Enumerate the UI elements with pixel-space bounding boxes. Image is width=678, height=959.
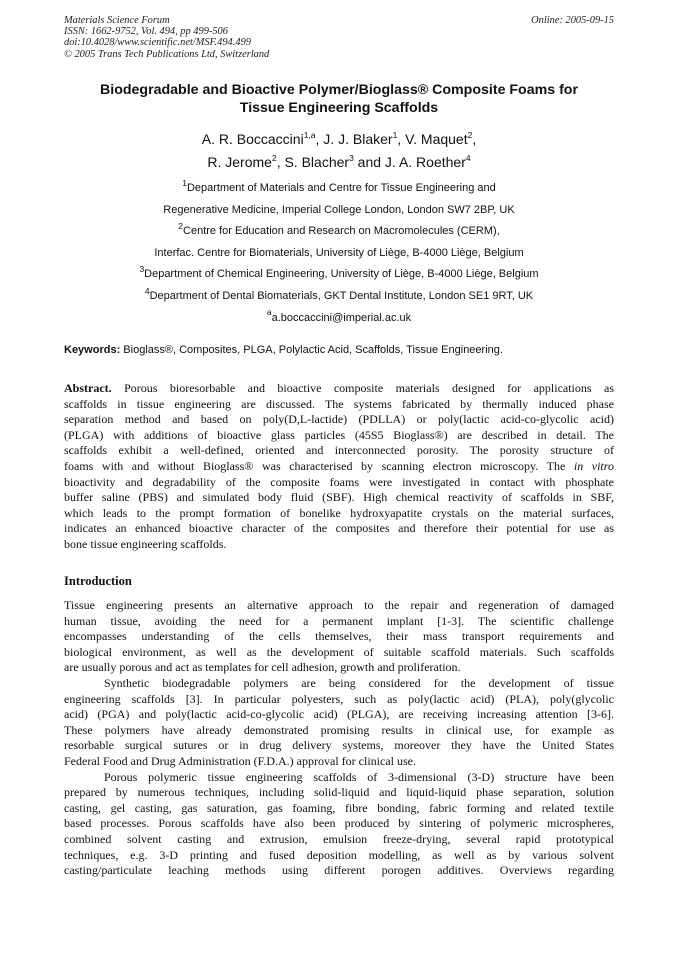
intro-line: human tissue, avoiding the need for a permanent implant [1-3]. The scientific challenge (64, 613, 614, 628)
author-name: , V. Maquet (397, 131, 468, 147)
title-line: Tissue Engineering Scaffolds (239, 100, 439, 116)
abstract-text: Porous bioresorbable and bioactive composite materials designed for applications as (111, 381, 614, 395)
abstract (64, 381, 614, 553)
keywords (64, 343, 614, 358)
affiliation-text: Department of Chemical Engineering, University of Liège, B-4000 Liège, Belgium (144, 268, 539, 281)
affiliation-line (40, 264, 638, 286)
author-line (40, 151, 638, 174)
issn-line: ISSN: 1662-9752, Vol. 494, pp 499-506 (64, 26, 228, 38)
affiliation-sup: 2 (178, 221, 184, 232)
title-line: Biodegradable and Bioactive Polymer/Bioglass® Composite Foams for (100, 82, 578, 98)
abstract-label: Abstract. (64, 381, 112, 395)
author-affil-sup: 3 (349, 152, 354, 163)
abstract-line: bone tissue engineering scaffolds. (64, 536, 227, 551)
doi-line: doi:10.4028/www.scientific.net/MSF.494.499 (64, 37, 251, 49)
affiliation-line (40, 221, 638, 243)
journal-name: Materials Science Forum (64, 15, 170, 26)
abstract-line: separation method and based on poly(D,L-lactide) (PDLLA) or poly(lactic acid-co-glycolic acid) (64, 412, 614, 427)
intro-line: resorbable surgical sutures or in drug delivery systems, moreover they have the United States (64, 738, 614, 753)
intro-line: Tissue engineering presents an alternative approach to the repair and regeneration of damaged (64, 598, 614, 612)
abstract-line: indicates an enhanced bioactive character of the composites and therefore their potential for use as (64, 521, 614, 536)
intro-line: Federal Food and Drug Administration (F.D.A.) approval for clinical use. (64, 753, 416, 768)
abstract-line: (PLGA) with additions of bioactive glass particles (45S5 Bioglass®) are described in detail. The (64, 427, 614, 442)
intro-line: Synthetic biodegradable polymers are being considered for the development of tissue (104, 675, 614, 690)
affiliation-text: Department of Materials and Centre for Tissue Engineering and (186, 182, 496, 194)
author-affil-sup: 2 (467, 129, 473, 140)
abstract-italic: in vitro (573, 458, 614, 473)
affiliation-sup: a (266, 307, 272, 318)
author-name: and J. A. Roether (353, 154, 466, 170)
intro-line: are usually porous and act as templates for cell adhesion, growth and proliferation. (64, 660, 461, 675)
author-list (40, 128, 638, 174)
author-name: , S. Blacher (276, 154, 350, 170)
abstract-line (64, 381, 614, 397)
abstract-text: foams with and without Bioglass® was characterised by scanning electron microscopy. The (64, 458, 574, 473)
intro-line: encompasses understanding of the cells themselves, their mass transport requirements and (64, 629, 614, 644)
abstract-line: buffer saline (PBS) and simulated body fluid (SBF). High chemical reactivity of scaffolds in SBF, (64, 490, 614, 505)
affiliation-sup: 1 (182, 177, 187, 188)
intro-line: acid) (PGA) and poly(lactic acid-co-glycolic acid) (PLGA), are receiving increasing attention [3-6]. (64, 707, 614, 722)
abstract-line: scaffolds exhibit a well-defined, oriented and interconnected porosity. The porosity structure of (64, 443, 614, 458)
intro-line: casting, gel casting, gas saturation, gas foaming, fibre bonding, fabric forming and related textile (64, 800, 614, 815)
affiliation-line (40, 243, 638, 265)
affiliation-sup: 3 (139, 264, 145, 275)
email-line (40, 308, 638, 330)
affiliation-text: Centre for Education and Research on Macromolecules (CERM), (183, 225, 500, 238)
intro-line: combined solvent casting and extrusion, emulsion freeze-drying, several rapid prototypical (64, 831, 614, 846)
paper-title (48, 81, 630, 117)
abstract-line: scaffolds in tissue engineering are discussed. The systems fabricated by thermally induced phase (64, 396, 614, 411)
author-name: , J. J. Blaker (315, 131, 393, 147)
intro-line: Porous polymeric tissue engineering scaffolds of 3-dimensional (3-D) structure have been (104, 769, 614, 784)
affiliation-sup: 4 (144, 285, 150, 296)
affiliation-line (40, 286, 638, 308)
intro-line: prepared by numerous techniques, including solid-liquid and liquid-liquid phase separation, solution (64, 785, 614, 800)
affiliation-list (40, 178, 638, 329)
author-affil-sup: 1 (392, 129, 398, 140)
author-affil-sup: 2 (271, 152, 277, 163)
author-affil-sup: 4 (465, 152, 471, 163)
author-separator: , (472, 131, 477, 147)
intro-line: engineering scaffolds [3]. In particular polyesters, such as poly(lactic acid) (PLA), poly(glycolic (64, 691, 614, 706)
abstract-line (64, 459, 614, 475)
introduction-body (64, 598, 614, 879)
affiliation-text: Department of Dental Biomaterials, GKT Dental Institute, London SE1 9RT, UK (149, 289, 534, 302)
affiliation-text: Interfac. Centre for Biomaterials, University of Liège, B-4000 Liège, Belgium (154, 246, 524, 259)
copyright-line: © 2005 Trans Tech Publications Ltd, Switzerland (64, 48, 270, 60)
author-name: A. R. Boccaccini (201, 131, 304, 147)
author-name: R. Jerome (207, 154, 272, 170)
abstract-line: bioactivity and degradability of the composite foams were investigated in contact with phosphate (64, 474, 614, 489)
intro-line: These polymers have already demonstrated promising results in clinical use, for example as (64, 722, 614, 737)
journal-header (64, 15, 269, 60)
online-date: Online: 2005-09-15 (531, 15, 614, 26)
author-email: a.boccaccini@imperial.ac.uk (271, 311, 412, 324)
keywords-label: Keywords: (64, 344, 121, 356)
affiliation-line (40, 178, 638, 200)
author-affil-sup: 1,a (303, 129, 316, 140)
section-heading-introduction: Introduction (64, 574, 132, 588)
affiliation-text: Regenerative Medicine, Imperial College London, London SW7 2BP, UK (163, 203, 515, 216)
intro-line: casting/particulate leaching methods using different porogen additives. Overviews regarding (64, 863, 614, 878)
intro-line: biological environment, as well as the development of suitable scaffold materials. Such scaffolds (64, 644, 614, 659)
intro-line: based processes. Porous scaffolds have also been produced by sintering of polymeric microspheres, (64, 816, 614, 831)
abstract-line: which leads to the prompt formation of bonelike hydroxyapatite crystals on the material surfaces, (64, 505, 614, 520)
keywords-text: Bioglass®, Composites, PLGA, Polylactic Acid, Scaffolds, Tissue Engineering. (120, 344, 503, 356)
affiliation-line (40, 200, 638, 222)
author-line (40, 128, 638, 151)
intro-line: techniques, e.g. 3-D printing and fused deposition modelling, as well as by various solvent (64, 847, 614, 862)
